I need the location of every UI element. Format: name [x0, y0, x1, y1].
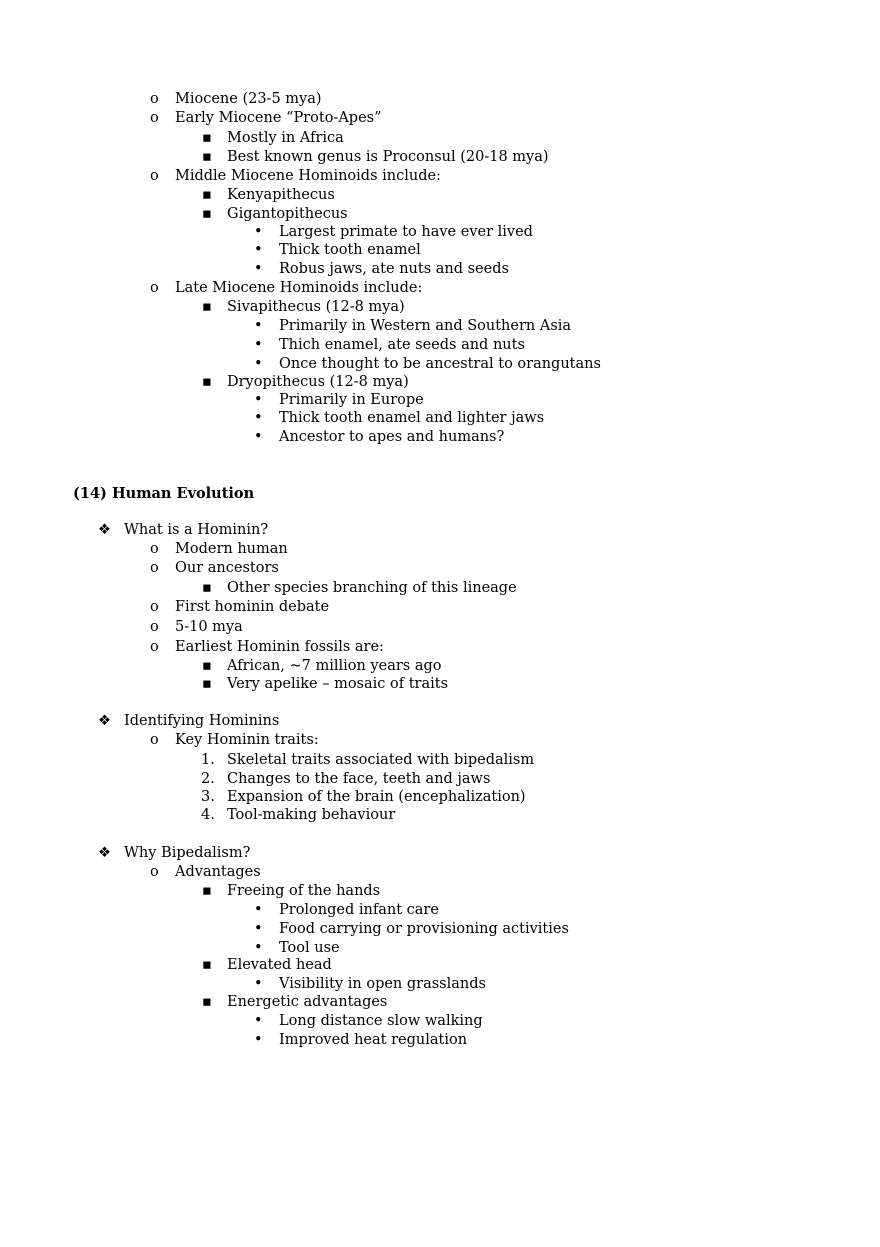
- circle-bullet: o: [150, 732, 159, 748]
- circle-bullet: o: [150, 619, 159, 635]
- circle-bullet: o: [150, 864, 159, 880]
- dot-bullet: •: [254, 429, 263, 445]
- circle-bullet: o: [150, 168, 159, 184]
- square-bullet: ▪: [202, 130, 212, 146]
- circle-bullet: o: [150, 599, 159, 615]
- dot-bullet: •: [254, 224, 263, 240]
- circle-bullet: o: [150, 560, 159, 576]
- square-bullet: ▪: [202, 187, 212, 203]
- square-bullet: ▪: [202, 994, 212, 1010]
- diamond-bullet-icon: ❖: [98, 522, 111, 538]
- square-bullet: ▪: [202, 676, 212, 692]
- dot-bullet: •: [254, 1032, 263, 1048]
- square-bullet: ▪: [202, 957, 212, 973]
- dot-bullet: •: [254, 318, 263, 334]
- circle-bullet: o: [150, 280, 159, 296]
- square-bullet: ▪: [202, 206, 212, 222]
- circle-bullet: o: [150, 91, 159, 107]
- diamond-bullet-icon: ❖: [98, 713, 111, 729]
- circle-bullet: o: [150, 110, 159, 126]
- dot-bullet: •: [254, 921, 263, 937]
- dot-bullet: •: [254, 242, 263, 258]
- circle-bullet: o: [150, 541, 159, 557]
- dot-bullet: •: [254, 410, 263, 426]
- dot-bullet: •: [254, 940, 263, 956]
- square-bullet: ▪: [202, 149, 212, 165]
- square-bullet: ▪: [202, 299, 212, 315]
- dot-bullet: •: [254, 976, 263, 992]
- square-bullet: ▪: [202, 883, 212, 899]
- dot-bullet: •: [254, 261, 263, 277]
- dot-bullet: •: [254, 1013, 263, 1029]
- circle-bullet: o: [150, 639, 159, 655]
- square-bullet: ▪: [202, 580, 212, 596]
- square-bullet: ▪: [202, 374, 212, 390]
- dot-bullet: •: [254, 902, 263, 918]
- dot-bullet: •: [254, 337, 263, 353]
- dot-bullet: •: [254, 392, 263, 408]
- dot-bullet: •: [254, 356, 263, 372]
- square-bullet: ▪: [202, 658, 212, 674]
- diamond-bullet-icon: ❖: [98, 845, 111, 861]
